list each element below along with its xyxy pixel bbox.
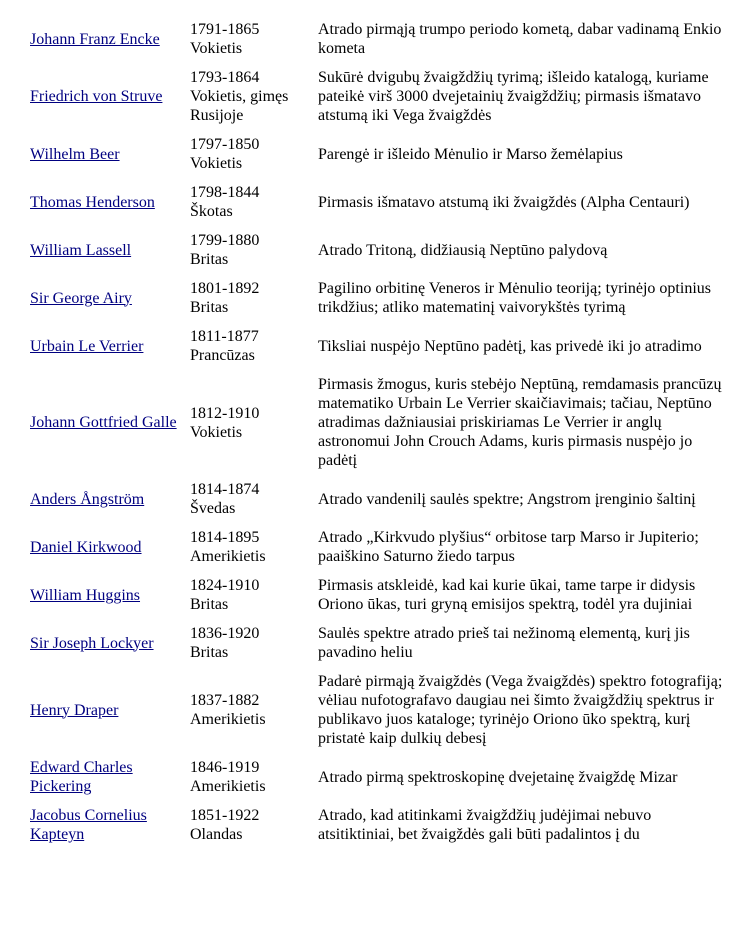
years-text: 1797-1850: [190, 136, 260, 153]
years-text: 1814-1895: [190, 529, 260, 546]
astronomer-link[interactable]: Urbain Le Verrier: [30, 337, 144, 355]
table-row: [30, 16, 733, 62]
nationality-text: Britas: [190, 299, 229, 316]
nationality-text: Amerikietis: [190, 548, 266, 565]
description-text: Saulės spektre atrado prieš tai nežinomą elementą, kurį jis pavadino heliu: [318, 625, 690, 661]
nationality-text: Britas: [190, 251, 229, 268]
description-text: Padarė pirmąją žvaigždės (Vega žvaigždės) spektro fotografiją; vėliau nufotografavo daugiau nei šimto žvaigždžių spektrus ir publikavo juos kataloge; tyrinėjo Oriono ūko spektrą, kurį pristatė kaip dulkių debesį: [318, 673, 723, 747]
description-cell: [318, 668, 733, 752]
name-cell: [30, 131, 190, 177]
name-cell: [30, 179, 190, 225]
name-cell: [30, 524, 190, 570]
years-nationality-cell: [190, 323, 318, 369]
astronomer-link[interactable]: Johann Gottfried Galle: [30, 414, 177, 431]
description-text: Sukūrė dvigubų žvaigždžių tyrimą; išleido katalogą, kuriame pateikė virš 3000 dvejetainių žvaigždžių; pirmasis išmatavo atstumą iki Vega žvaigždės: [318, 69, 709, 124]
astronomer-link[interactable]: William Huggins: [30, 586, 141, 604]
astronomer-link[interactable]: Sir Joseph Lockyer: [30, 634, 154, 652]
table-row: [30, 572, 733, 618]
astronomer-link[interactable]: Thomas Henderson: [30, 193, 155, 211]
table-row: [30, 131, 733, 177]
description-cell: [318, 572, 733, 618]
years-text: 1824-1910: [190, 577, 260, 594]
nationality-text: Olandas: [190, 826, 243, 843]
description-text: Pagilino orbitinę Veneros ir Mėnulio teoriją; tyrinėjo optinius trikdžius; atliko matematinį vaivorykštės tyrimą: [318, 280, 711, 316]
table-row: [30, 275, 733, 321]
astronomers-table-body: [30, 16, 733, 848]
years-text: 1799-1880: [190, 232, 260, 249]
nationality-text: Britas: [190, 644, 229, 661]
name-cell: [30, 64, 190, 129]
description-text: Atrado Tritoną, didžiausią Neptūno palydovą: [318, 241, 608, 259]
description-cell: [318, 476, 733, 522]
astronomer-link[interactable]: Friedrich von Struve: [30, 88, 163, 105]
nationality-text: Amerikietis: [190, 778, 266, 795]
nationality-text: Vokietis: [190, 155, 243, 172]
astronomer-link[interactable]: Daniel Kirkwood: [30, 538, 142, 556]
table-row: [30, 371, 733, 474]
name-cell: [30, 227, 190, 273]
description-cell: [318, 620, 733, 666]
nationality-text: Vokietis: [190, 40, 243, 57]
description-text: Atrado pirmą spektroskopinę dvejetainę žvaigždę Mizar: [318, 768, 678, 786]
description-text: Atrado, kad atitinkami žvaigždžių judėjimai nebuvo atsitiktiniai, bet žvaigždės gali būti padalintos į du: [318, 807, 652, 843]
astronomers-table: [30, 14, 733, 850]
name-cell: [30, 802, 190, 848]
years-text: 1811-1877: [190, 328, 259, 345]
description-cell: [318, 371, 733, 474]
table-row: [30, 476, 733, 522]
nationality-text: Škotas: [190, 203, 233, 220]
description-cell: [318, 754, 733, 800]
years-nationality-cell: [190, 179, 318, 225]
table-row: [30, 802, 733, 848]
description-cell: [318, 64, 733, 129]
description-text: Parengė ir išleido Mėnulio ir Marso žemėlapius: [318, 145, 623, 163]
years-text: 1798-1844: [190, 184, 260, 201]
years-text: 1851-1922: [190, 807, 260, 824]
table-row: [30, 323, 733, 369]
astronomer-link[interactable]: Anders Ångström: [30, 490, 145, 508]
name-cell: [30, 620, 190, 666]
nationality-text: Vokietis: [190, 423, 243, 441]
years-nationality-cell: [190, 476, 318, 522]
description-cell: [318, 16, 733, 62]
years-text: 1837-1882: [190, 692, 260, 709]
years-text: 1836-1920: [190, 625, 260, 642]
years-nationality-cell: [190, 275, 318, 321]
name-cell: [30, 275, 190, 321]
years-nationality-cell: [190, 227, 318, 273]
table-row: [30, 64, 733, 129]
years-nationality-cell: [190, 668, 318, 752]
years-nationality-cell: [190, 16, 318, 62]
astronomer-link[interactable]: Sir George Airy: [30, 289, 132, 307]
description-cell: [318, 275, 733, 321]
description-text: Atrado „Kirkvudo plyšius“ orbitose tarp Marso ir Jupiterio; paaiškino Saturno žiedo tarpus: [318, 529, 699, 565]
table-row: [30, 179, 733, 225]
table-row: [30, 754, 733, 800]
years-text: 1793-1864: [190, 69, 260, 86]
years-nationality-cell: [190, 371, 318, 474]
years-nationality-cell: [190, 620, 318, 666]
astronomer-link[interactable]: Edward Charles Pickering: [30, 759, 133, 795]
table-row: [30, 227, 733, 273]
astronomer-link[interactable]: William Lassell: [30, 241, 132, 259]
name-cell: [30, 572, 190, 618]
years-nationality-cell: [190, 524, 318, 570]
nationality-text: Amerikietis: [190, 711, 266, 728]
years-text: 1791-1865: [190, 21, 260, 38]
years-text: 1801-1892: [190, 280, 260, 297]
description-cell: [318, 802, 733, 848]
years-nationality-cell: [190, 802, 318, 848]
description-cell: [318, 179, 733, 225]
years-nationality-cell: [190, 572, 318, 618]
description-cell: [318, 131, 733, 177]
nationality-text: Švedas: [190, 500, 236, 517]
description-text: Atrado vandenilį saulės spektre; Angstrom įrenginio šaltinį: [318, 490, 696, 508]
table-row: [30, 524, 733, 570]
name-cell: [30, 754, 190, 800]
years-nationality-cell: [190, 64, 318, 129]
description-text: Atrado pirmąją trumpo periodo kometą, dabar vadinamą Enkio kometa: [318, 21, 722, 57]
description-text: Pirmasis atskleidė, kad kai kurie ūkai, tame tarpe ir didysis Oriono ūkas, turi gryną emisijos spektrą, todėl yra dujiniai: [318, 577, 696, 613]
astronomer-link[interactable]: Henry Draper: [30, 701, 119, 719]
description-cell: [318, 524, 733, 570]
years-nationality-cell: [190, 754, 318, 800]
astronomer-link[interactable]: Johann Franz Encke: [30, 30, 160, 48]
years-text: 1814-1874: [190, 481, 260, 498]
description-cell: [318, 227, 733, 273]
description-text: Pirmasis išmatavo atstumą iki žvaigždės (Alpha Centauri): [318, 193, 690, 211]
years-nationality-cell: [190, 131, 318, 177]
years-text: 1846-1919: [190, 759, 260, 776]
astronomer-link[interactable]: Jacobus Cornelius Kapteyn: [30, 807, 147, 843]
name-cell: [30, 16, 190, 62]
name-cell: [30, 476, 190, 522]
description-text: Tiksliai nuspėjo Neptūno padėtį, kas privedė iki jo atradimo: [318, 337, 702, 355]
name-cell: [30, 668, 190, 752]
table-row: [30, 620, 733, 666]
description-text: Pirmasis žmogus, kuris stebėjo Neptūną, remdamasis prancūzų matematiko Urbain Le Verrier skaičiavimais; tačiau, Neptūno atradimas dažniausiai priskiriamas Le Verrier ir anglų astronomui John Crouch Adams, kuris pirmasis nuspėjo jo padėtį: [318, 376, 722, 469]
nationality-text: Vokietis, gimęs Rusijoje: [190, 88, 289, 124]
years-text: 1812-1910: [190, 404, 260, 422]
name-cell: [30, 323, 190, 369]
name-cell: [30, 371, 190, 474]
nationality-text: Prancūzas: [190, 347, 255, 364]
table-row: [30, 668, 733, 752]
astronomer-link[interactable]: Wilhelm Beer: [30, 145, 120, 163]
description-cell: [318, 323, 733, 369]
nationality-text: Britas: [190, 596, 229, 613]
